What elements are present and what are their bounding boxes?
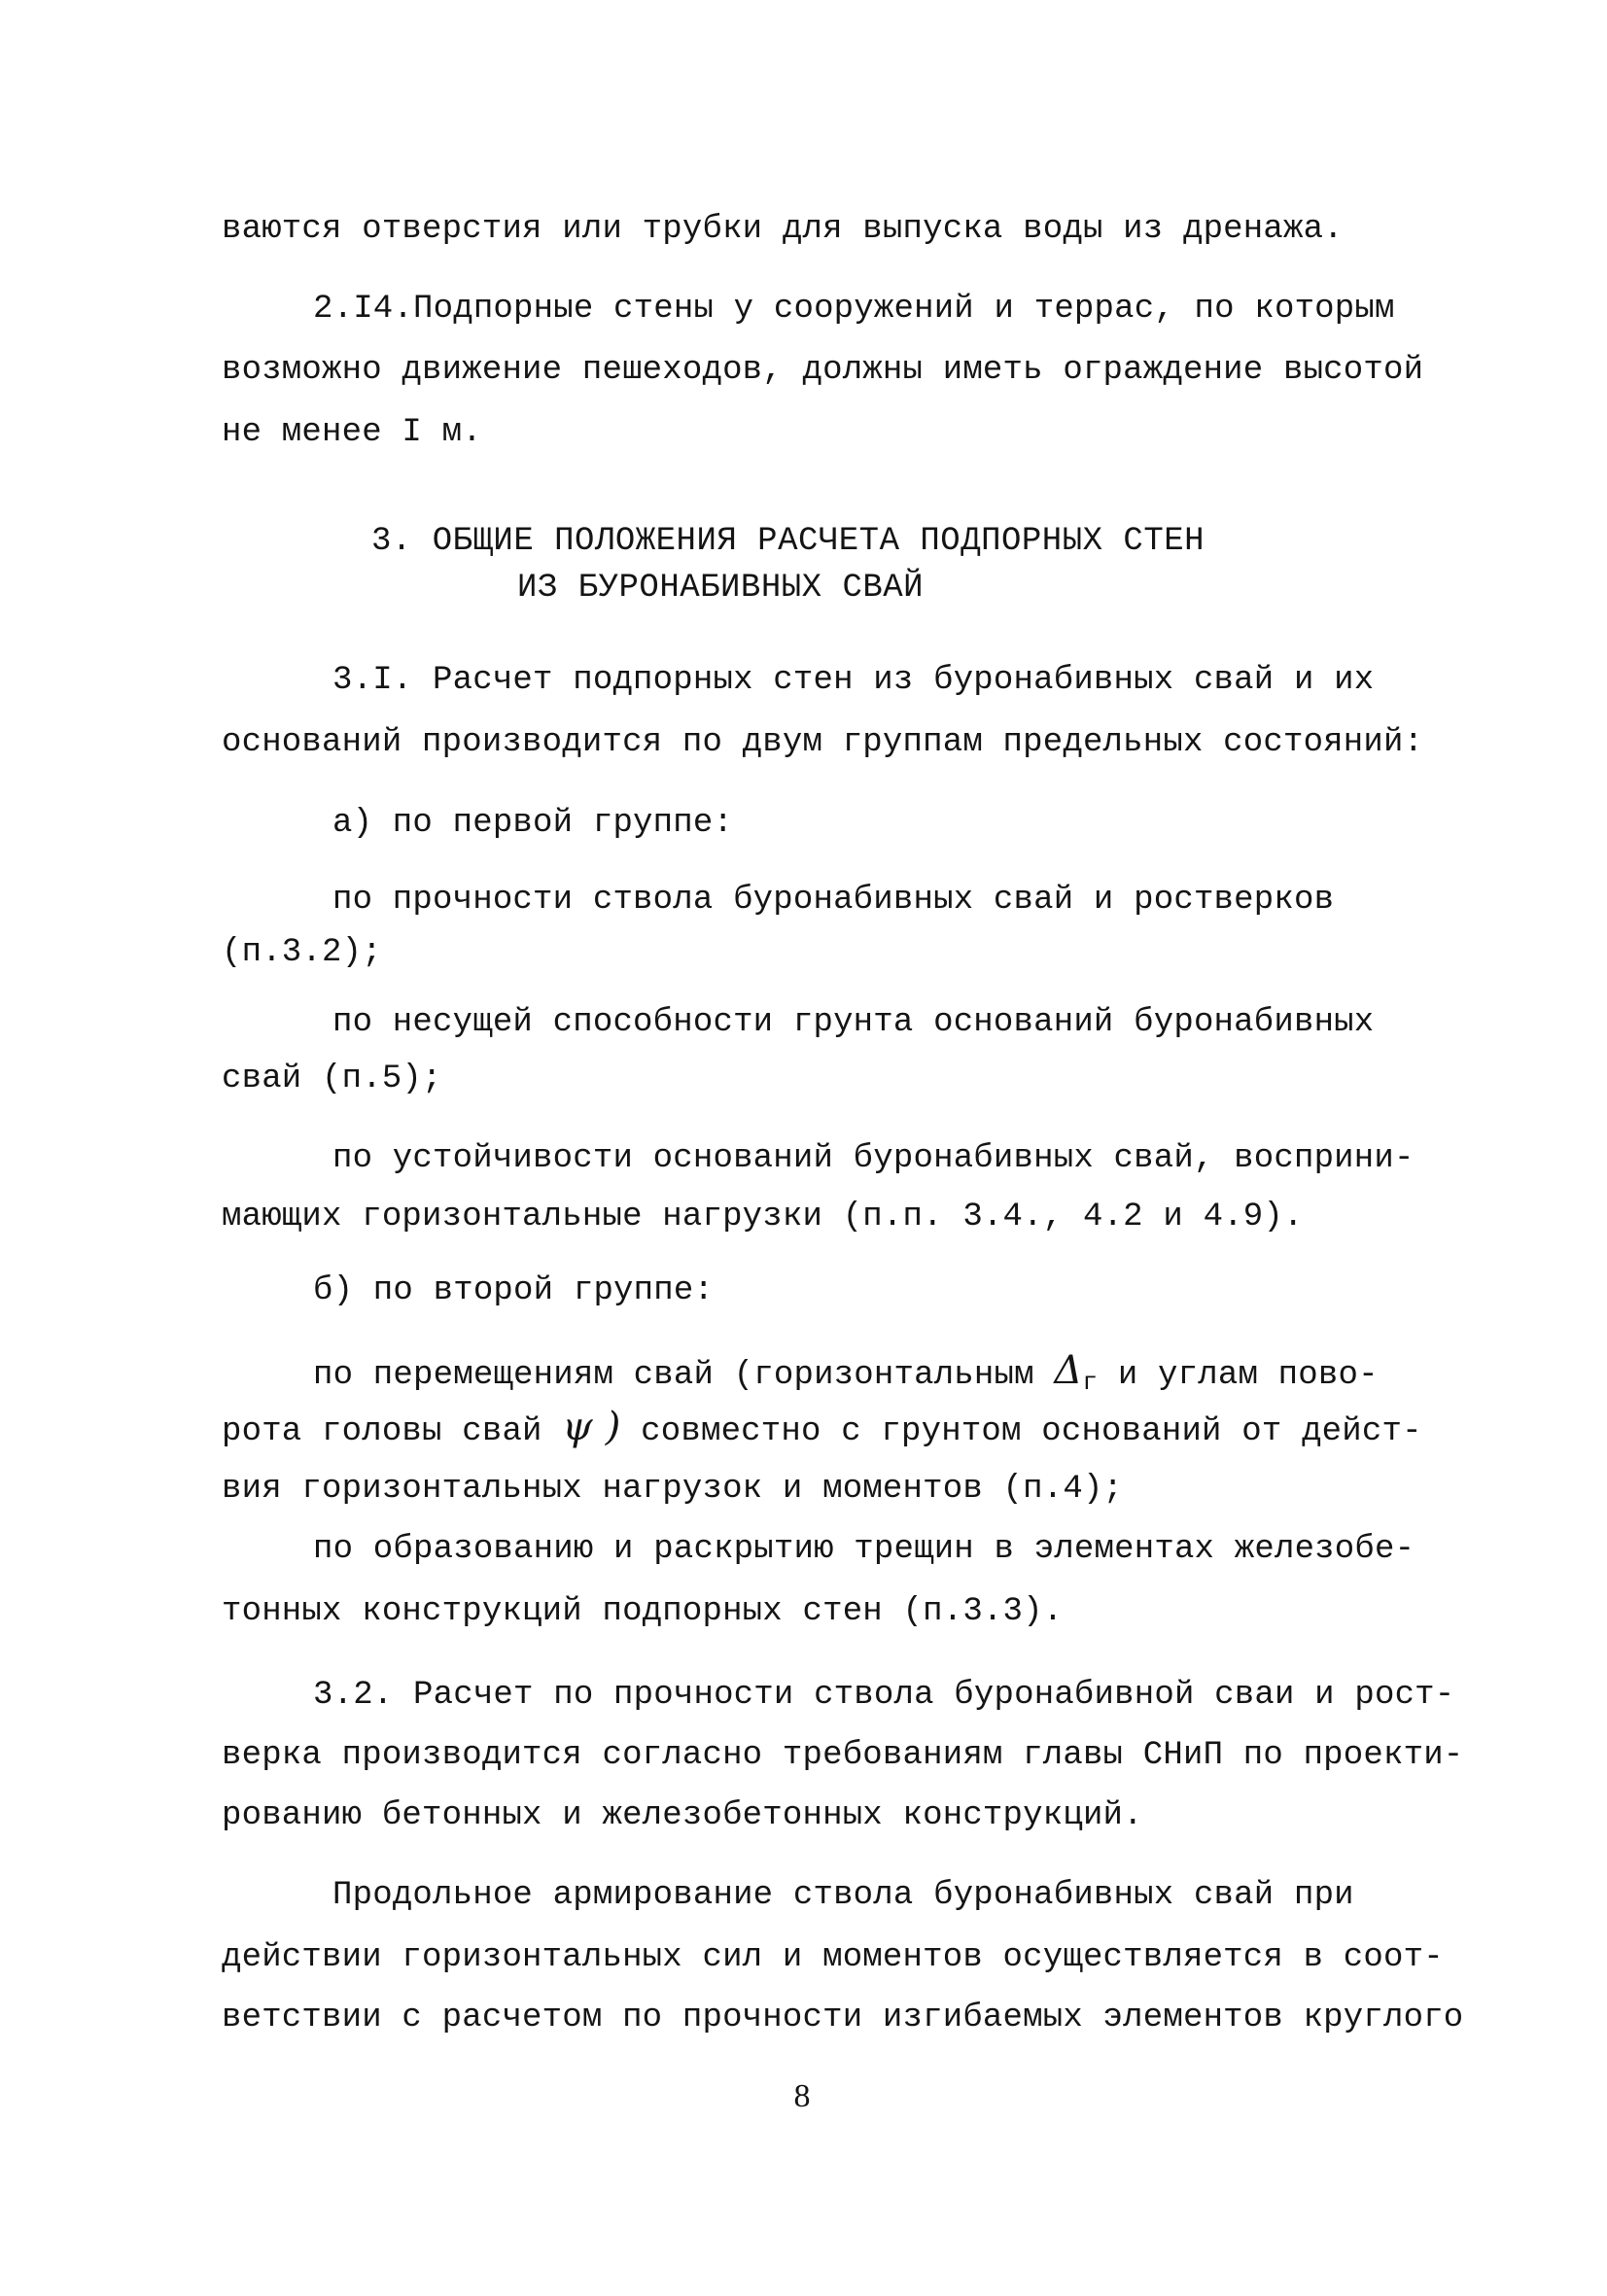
text-line: ваются отверстия или трубки для выпуска воды из дренажа. <box>222 211 1344 248</box>
text-fragment: рота головы свай <box>222 1413 563 1450</box>
text-line: по несущей способности грунта оснований буронабивных <box>332 1004 1375 1041</box>
text-line: ветствии с расчетом по прочности изгибаемых элементов круглого <box>222 2000 1464 2036</box>
text-line: по прочности ствола буронабивных свай и ростверков <box>332 882 1335 919</box>
text-line: а) по первой группе: <box>332 805 734 842</box>
text-line: по устойчивости оснований буронабивных свай, восприни- <box>332 1140 1415 1177</box>
page-number: 8 <box>793 2078 811 2114</box>
delta-subscript: г <box>1082 1368 1099 1397</box>
text-line: не менее I м. <box>222 414 482 451</box>
text-line: оснований производится по двум группам предельных состояний: <box>222 724 1424 761</box>
text-line: действии горизонтальных сил и моментов осуществляется в соот- <box>222 1939 1444 1976</box>
text-line: 3.I. Расчет подпорных стен из буронабивных свай и их <box>332 662 1375 699</box>
text-line: рованию бетонных и железобетонных конструкций. <box>222 1797 1143 1834</box>
text-line: верка производится согласно требованиям главы СНиП по проекти- <box>222 1737 1464 1774</box>
text-line <box>313 1348 1379 1402</box>
text-line: (п.3.2); <box>222 934 382 971</box>
psi-symbol: ψ ) <box>562 1405 621 1449</box>
text-line: по образованию и раскрытию трещин в элементах железобе- <box>313 1531 1415 1568</box>
text-fragment: совместно с грунтом оснований от дейст- <box>620 1413 1422 1450</box>
text-line <box>222 1405 1422 1451</box>
text-line: тонных конструкций подпорных стен (п.3.3). <box>222 1593 1064 1630</box>
text-fragment: и углам пово- <box>1098 1357 1379 1394</box>
text-line: возможно движение пешеходов, должны иметь ограждение высотой <box>222 352 1424 389</box>
section-heading: ИЗ БУРОНАБИВНЫХ СВАЙ <box>517 570 925 607</box>
text-line: вия горизонтальных нагрузок и моментов (п.4); <box>222 1471 1124 1508</box>
text-line: 2.I4.Подпорные стены у сооружений и террас, по которым <box>313 291 1395 328</box>
text-line: Продольное армирование ствола буронабивных свай при <box>332 1877 1354 1914</box>
text-line: свай (п.5); <box>222 1061 442 1097</box>
text-line: 3.2. Расчет по прочности ствола буронабивной сваи и рост- <box>313 1677 1455 1714</box>
text-line: б) по второй группе: <box>313 1272 715 1309</box>
delta-symbol: Δ <box>1054 1348 1083 1393</box>
text-line: мающих горизонтальные нагрузки (п.п. 3.4., 4.2 и 4.9). <box>222 1199 1304 1235</box>
text-fragment: по перемещениям свай (горизонтальным <box>313 1357 1055 1394</box>
section-heading: 3. ОБЩИЕ ПОЛОЖЕНИЯ РАСЧЕТА ПОДПОРНЫХ СТЕН <box>371 523 1205 560</box>
